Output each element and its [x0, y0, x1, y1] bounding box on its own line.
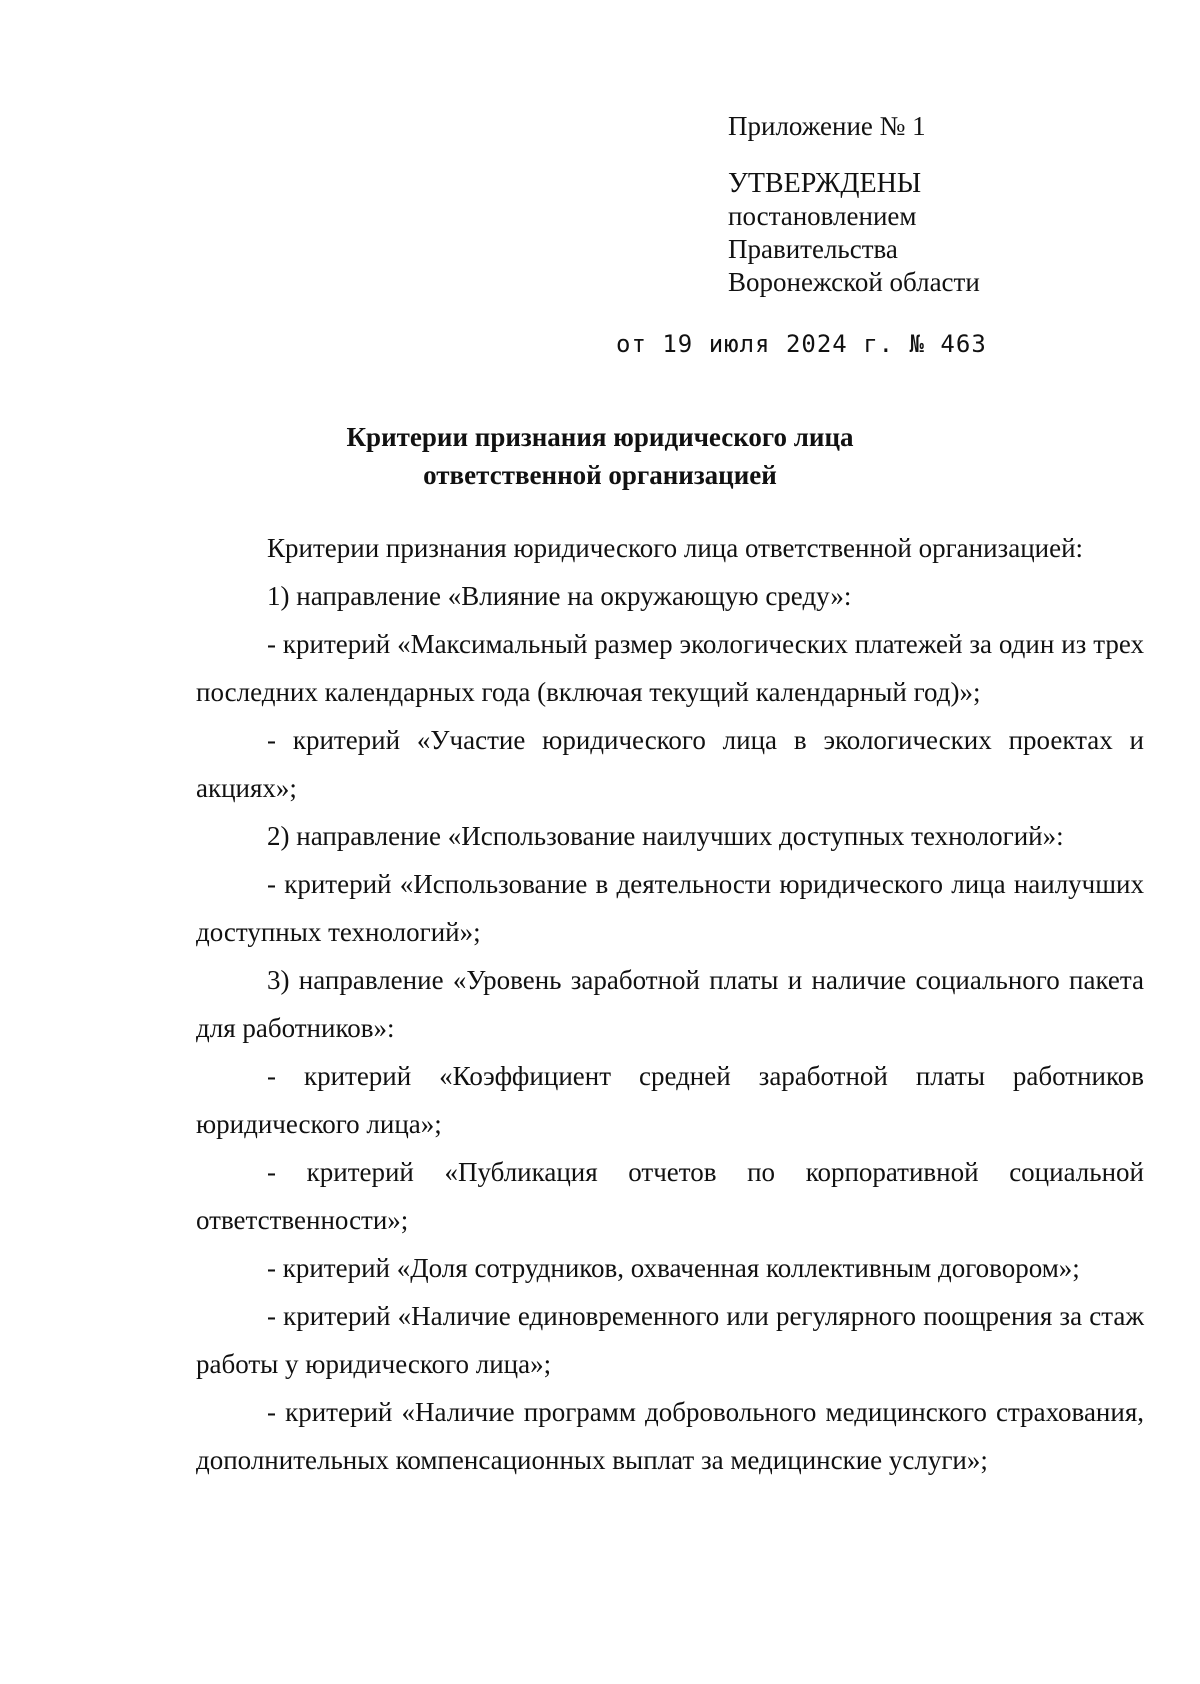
resolution-date: от 19 июля 2024 г. № 463 — [616, 330, 987, 358]
paragraph-criterion: - критерий «Доля сотрудников, охваченная коллективным договором»; — [267, 1253, 1080, 1283]
paragraph-criterion: - критерий «Максимальный размер экологических платежей за один из трех последних календарных года (включая текущий календарный год)»; — [196, 629, 1144, 707]
paragraph-criterion: - критерий «Использование в деятельности юридического лица наилучших доступных технологий»; — [196, 869, 1144, 947]
paragraph-intro: Критерии признания юридического лица ответственной организацией: — [267, 533, 1084, 563]
paragraph-criterion: - критерий «Публикация отчетов по корпоративной социальной ответственности»; — [196, 1157, 1144, 1235]
document-title-line-2: ответственной организацией — [423, 460, 777, 490]
paragraph-criterion: - критерий «Наличие программ добровольного медицинского страхования, дополнительных компенсационных выплат за медицинские услуги»; — [196, 1397, 1144, 1475]
document-body — [196, 524, 1144, 1484]
paragraph-criterion: - критерий «Коэффициент средней заработной платы работников юридического лица»; — [196, 1061, 1144, 1139]
approval-stamp — [728, 110, 1148, 299]
approval-line-3: Воронежской области — [728, 267, 980, 297]
paragraph-direction-3: 3) направление «Уровень заработной платы и наличие социального пакета для работников»: — [196, 965, 1144, 1043]
approval-line-1: постановлением — [728, 201, 917, 231]
appendix-label: Приложение № 1 — [728, 111, 926, 141]
paragraph-direction-1: 1) направление «Влияние на окружающую среду»: — [267, 581, 852, 611]
approved-label: УТВЕРЖДЕНЫ — [728, 168, 922, 199]
paragraph-direction-2: 2) направление «Использование наилучших доступных технологий»: — [267, 821, 1064, 851]
document-title-line-1: Критерии признания юридического лица — [346, 422, 854, 452]
paragraph-criterion: - критерий «Участие юридического лица в экологических проектах и акциях»; — [196, 725, 1144, 803]
approval-line-2: Правительства — [728, 234, 898, 264]
paragraph-criterion: - критерий «Наличие единовременного или регулярного поощрения за стаж работы у юридического лица»; — [196, 1301, 1144, 1379]
